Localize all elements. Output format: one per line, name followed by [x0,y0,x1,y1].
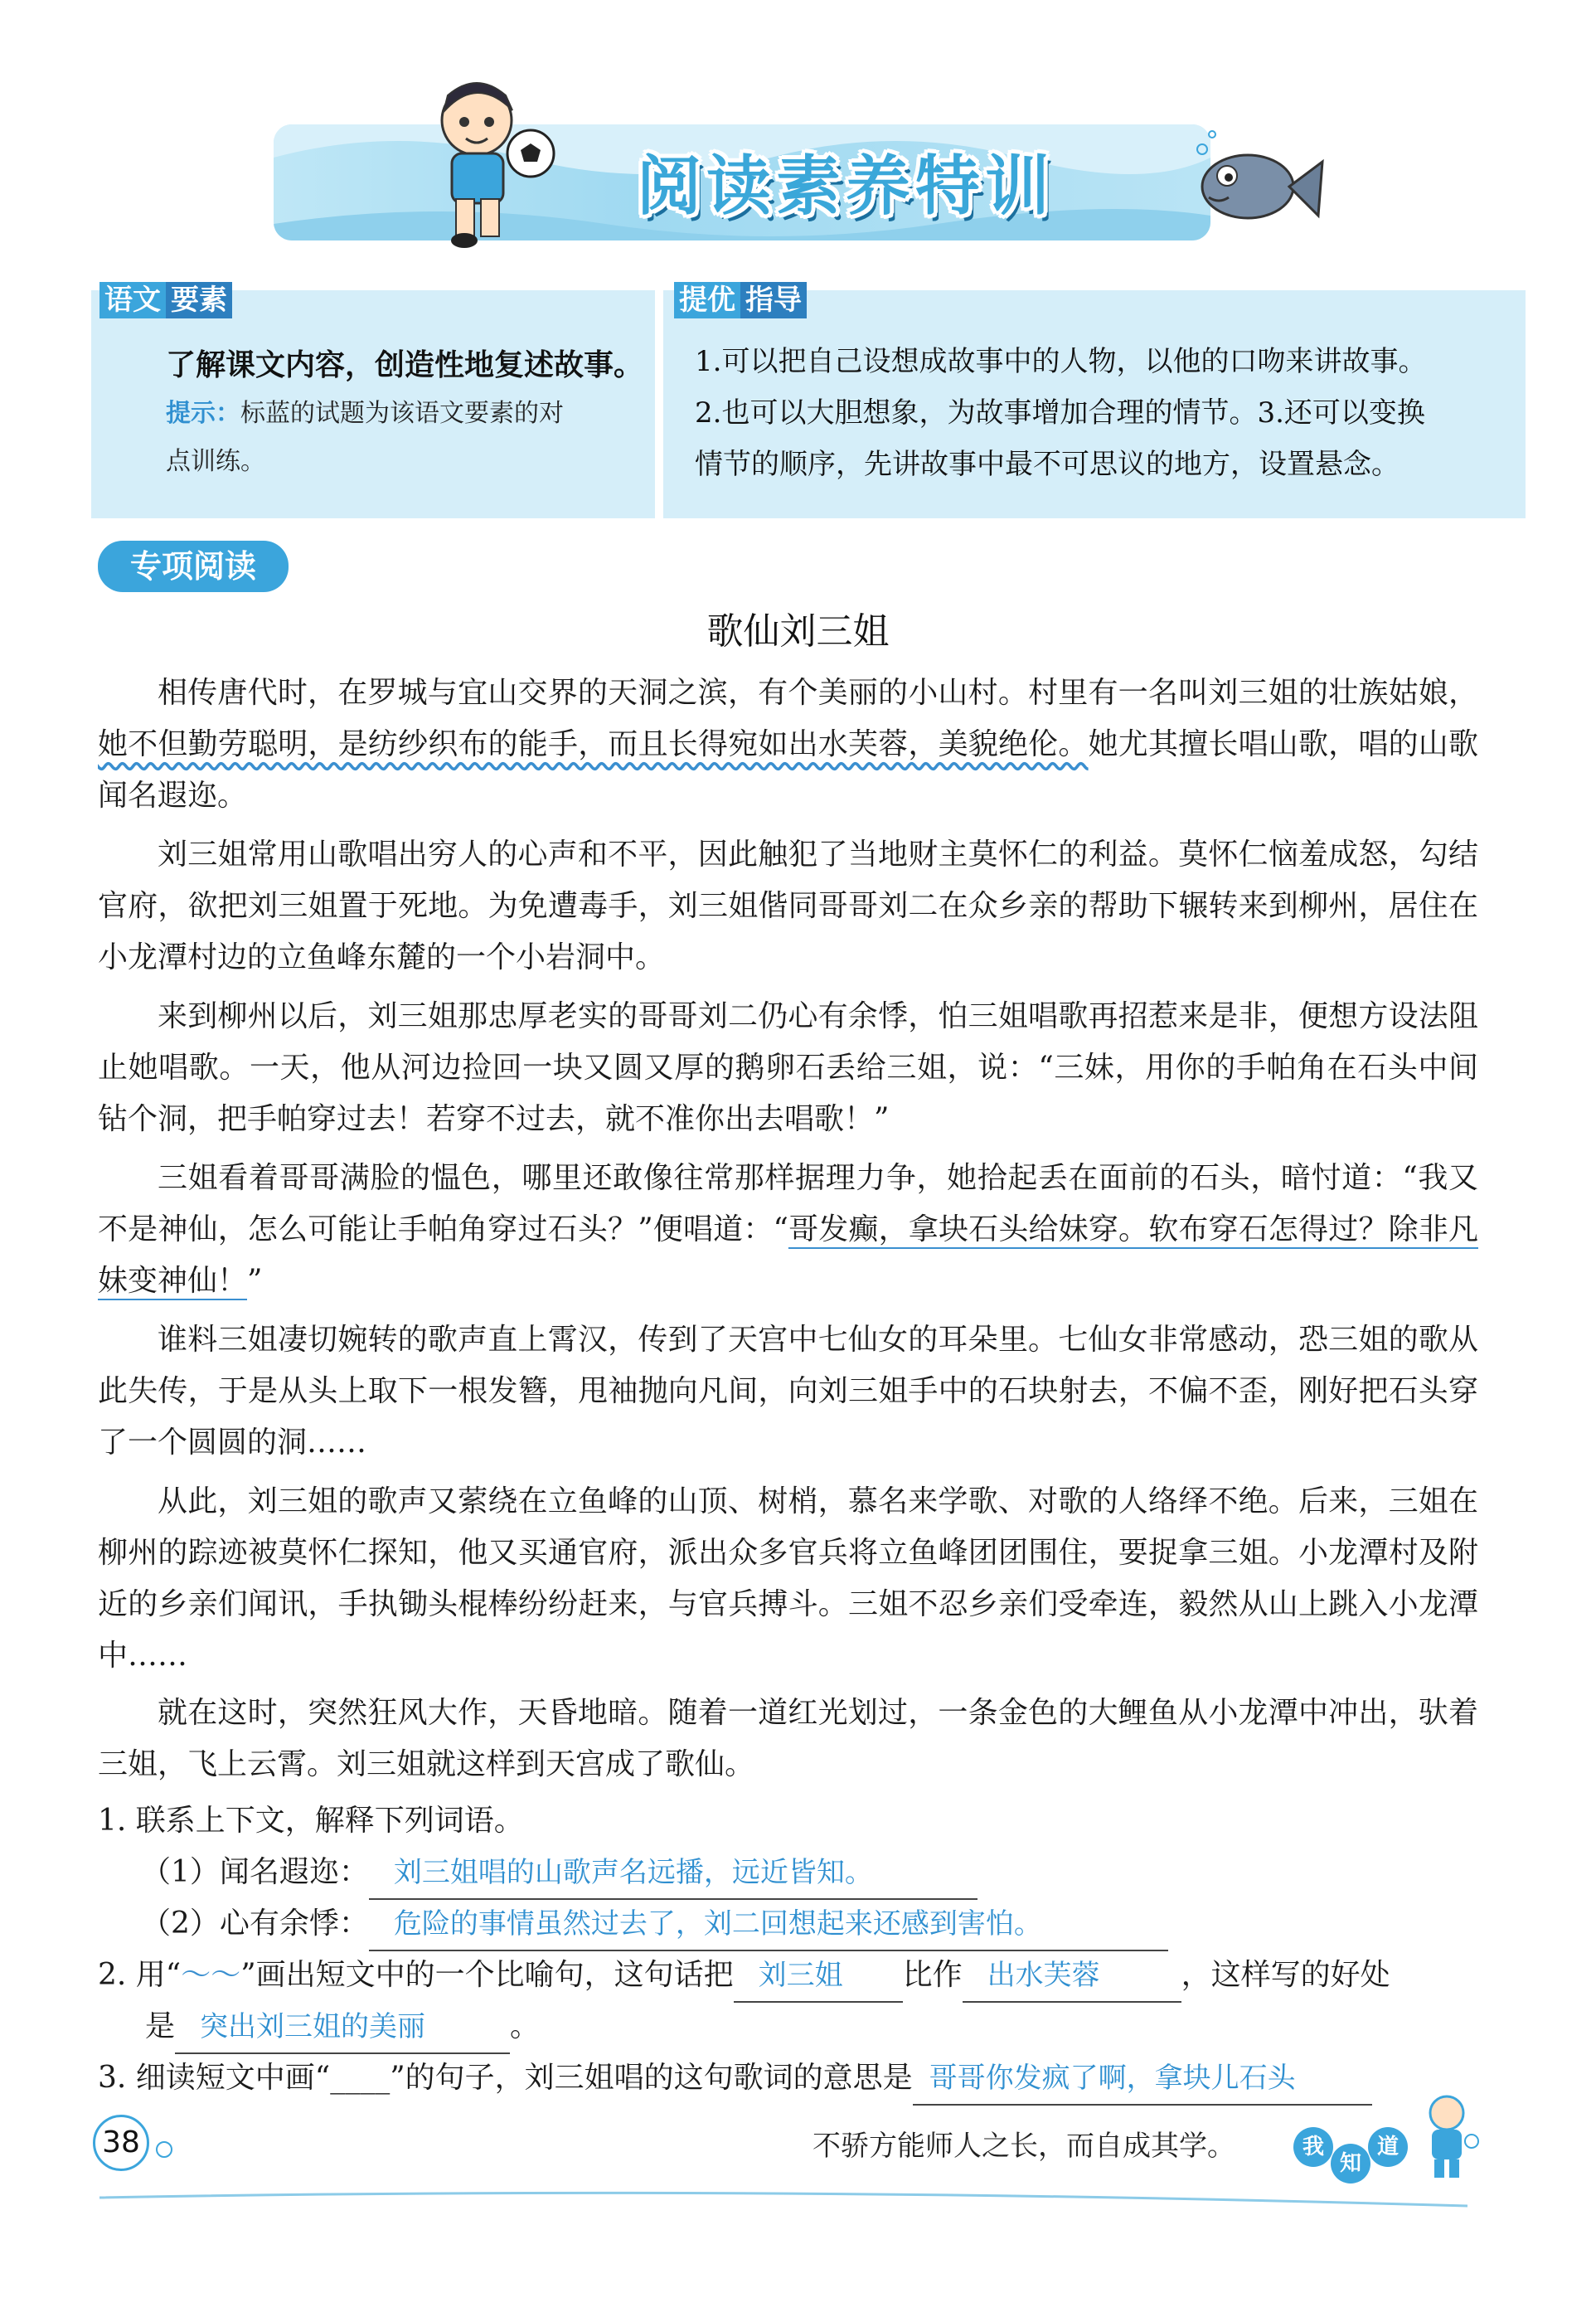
tag-tiyou: 提优 [674,282,740,318]
song-lyric-sentence: 哥发癫，拿块石头给妹穿。软布穿石怎得过？除非凡妹变神仙！ [98,1212,1478,1298]
story-paragraph-6: 从此，刘三姐的歌声又萦绕在立鱼峰的山顶、树梢，慕名来学歌、对歌的人络绎不绝。后来，三姐在柳州的踪迹被莫怀仁探知，他又买通官府，派出众多官兵将立鱼峰团团围住，要捉拿三姐。小龙潭村及附近的乡亲们闻讯，手执锄头棍棒纷纷赶来，与官兵搏斗。三姐不忍乡亲们受牵连，毅然从山上跳入小龙潭中…… [98,1484,1478,1673]
story-title: 歌仙刘三姐 [706,610,890,653]
simile-sentence: 她不但勤劳聪明，是纺纱织布的能手，而且长得宛如出水芙蓉，美貌绝伦。 [98,727,1089,761]
mascot-icon [1414,2090,1480,2181]
question-1-2: （2）心有余悸： 危险的事情虽然过去了，刘二回想起来还感到害怕。 [141,1898,1550,1951]
footer-divider [99,2181,1467,2214]
element-hint [166,390,638,486]
section-tag: 专项阅读 [98,541,289,592]
logo-char-3: 道 [1368,2127,1408,2167]
fish-icon [1186,124,1327,240]
soccer-boy-icon [398,70,564,253]
question-2-cont: 是 突出刘三姐的美丽 。 [145,2001,1555,2054]
story-paragraph-1: 相传唐代时，在罗城与宜山交界的天洞之滨，有个美丽的小山村。村里有一名叫刘三姐的壮族姑娘，她不但勤劳聪明，是纺纱织布的能手，而且长得宛如出水芙蓉，美貌绝伦。她尤其擅长唱山歌，唱的山歌闻名遐迩。 [98,676,1478,813]
hint-line-1: 标蓝的试题为该语文要素的对 [240,399,564,428]
question-2: 2. 用“～～”画出短文中的一个比喻句，这句话把 刘三姐 比作 出水芙蓉 ，这样写的好处 [98,1950,1507,2003]
answer-3[interactable]: 哥哥你发疯了啊，拿块儿石头 [913,2052,1372,2106]
answer-1-2[interactable]: 危险的事情虽然过去了，刘二回想起来还感到害怕。 [369,1898,1168,1951]
question-3: 3. 细读短文中画“____”的句子，刘三姐唱的这句歌词的意思是 哥哥你发疯了啊，拿块儿石头 [98,2052,1507,2106]
answer-2-object[interactable]: 出水芙蓉 [963,1950,1181,2003]
tag-yaosu: 要素 [166,282,232,318]
answer-2-benefit[interactable]: 突出刘三姐的美丽 [175,2001,510,2054]
guide-text [695,336,1516,490]
story-paragraph-3: 来到柳州以后，刘三姐那忠厚老实的哥哥刘二仍心有余悸，怕三姐唱歌再招惹来是非，便想方设法阻止她唱歌。一天，他从河边捡回一块又圆又厚的鹅卵石丢给三姐，说：“三妹，用你的手帕角在石头中间钻个洞，把手帕穿过去！若穿不过去，就不准你出去唱歌！” [98,999,1478,1136]
story-paragraph-4: 三姐看着哥哥满脸的愠色，哪里还敢像往常那样据理力争，她拾起丢在面前的石头，暗忖道：“我又不是神仙，怎么可能让手帕角穿过石头？”便唱道：“哥发癫，拿块石头给妹穿。软布穿石怎得过？除非凡妹变神仙！” [98,1161,1478,1298]
answer-1-1[interactable]: 刘三姐唱的山歌声名远播，远近皆知。 [369,1847,977,1900]
guide-box-tag [667,280,813,320]
guide-line-2: 2.也可以大胆想象，为故事增加合理的情节。3.还可以变换 [695,396,1425,430]
page-number: 38 [93,2115,149,2171]
story-paragraph-5: 谁料三姐凄切婉转的歌声直上霄汉，传到了天宫中七仙女的耳朵里。七仙女非常感动，恐三姐的歌从此失传，于是从头上取下一根发簪，甩袖抛向凡间，向刘三姐手中的石块射去，不偏不歪，刚好把石头穿了一个圆圆的洞…… [98,1323,1478,1460]
wavy-mark: ～～ [181,1958,241,1992]
answer-2-subject[interactable]: 刘三姐 [734,1950,903,2003]
story-paragraph-7: 就在这时，突然狂风大作，天昏地暗。随着一道红光划过，一条金色的大鲤鱼从小龙潭中冲出，驮着三姐，飞上云霄。刘三姐就这样到天宫成了歌仙。 [98,1696,1478,1781]
tag-yuwen: 语文 [99,282,166,318]
page-ring-decoration [156,2141,172,2158]
footer-motto: 不骄方能师人之长，而自成其学。 [813,2130,1235,2163]
story-paragraph-2: 刘三姐常用山歌唱出穷人的心声和不平，因此触犯了当地财主莫怀仁的利益。莫怀仁恼羞成怒，勾结官府，欲把刘三姐置于死地。为免遭毒手，刘三姐偕同哥哥刘二在众乡亲的帮助下辗转来到柳州，居住在小龙潭村边的立鱼峰东麓的一个小岩洞中。 [98,838,1478,974]
logo-char-1: 我 [1293,2127,1333,2167]
hint-label: 提示： [166,399,240,428]
guide-line-1: 1.可以把自己设想成故事中的人物，以他的口吻来讲故事。 [695,345,1427,378]
underline-mark: ____ [330,2061,391,2095]
logo-char-2: 知 [1331,2144,1370,2184]
element-main-text: 了解课文内容，创造性地复述故事。 [166,348,644,382]
tag-zhidao: 指导 [740,282,807,318]
question-1: 1. 联系上下文，解释下列词语。 [98,1804,524,1838]
hint-line-2: 点训练。 [166,447,265,476]
question-1-1: （1）闻名遐迩： 刘三姐唱的山歌声名远播，远近皆知。 [141,1847,1550,1900]
guide-line-3: 情节的顺序，先讲故事中最不可思议的地方，设置悬念。 [695,448,1400,481]
element-box-tag [93,280,239,320]
page-title: 阅读素养特训 [636,149,1055,224]
